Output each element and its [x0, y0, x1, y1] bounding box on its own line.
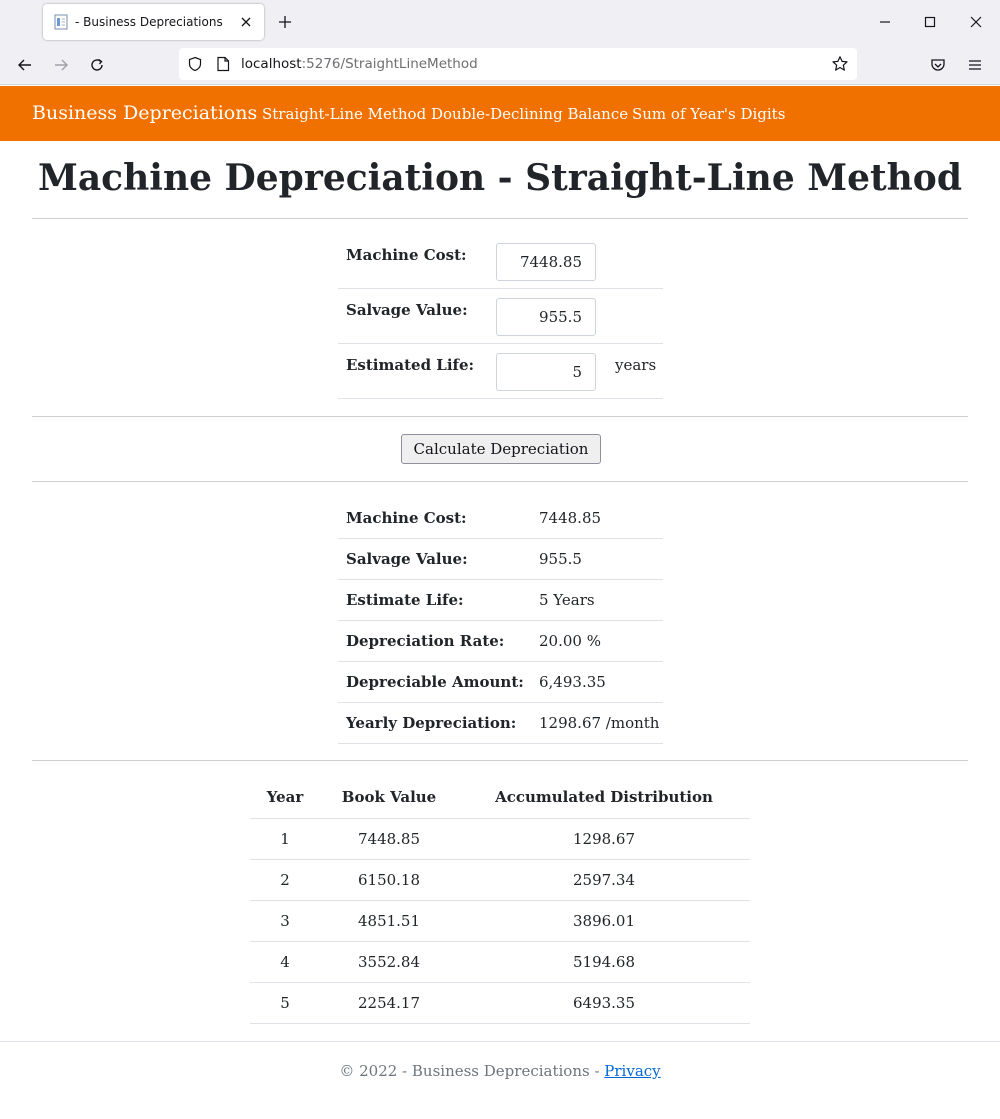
summary-row — [338, 498, 663, 539]
summary-value: 955.5 — [539, 550, 582, 568]
page-title: Machine Depreciation - Straight-Line Method — [38, 157, 962, 199]
summary-label: Depreciable Amount: — [346, 673, 524, 691]
nav-link-double-declining[interactable]: Double-Declining Balance — [431, 105, 629, 123]
salvage-value-label: Salvage Value: — [346, 301, 468, 319]
summary-label: Machine Cost: — [346, 509, 467, 527]
close-tab-icon[interactable] — [238, 14, 254, 30]
cell-year: 4 — [250, 941, 320, 982]
salvage-value-input[interactable] — [496, 298, 596, 336]
maximize-icon[interactable] — [921, 13, 939, 31]
summary-row — [338, 703, 663, 744]
calculate-depreciation-button[interactable]: Calculate Depreciation — [401, 434, 601, 464]
footer-divider — [0, 1041, 1000, 1042]
privacy-link[interactable]: Privacy — [604, 1062, 661, 1080]
nav-link-sum-of-years[interactable]: Sum of Year's Digits — [632, 105, 786, 123]
estimated-life-unit: years — [615, 356, 657, 374]
divider — [32, 481, 968, 482]
cell-accumulated: 5194.68 — [458, 941, 750, 982]
divider — [32, 218, 968, 219]
summary-value: 1298.67 /month — [539, 714, 660, 732]
cell-book-value: 4851.51 — [320, 900, 458, 941]
form-row-salvage-value — [338, 289, 663, 344]
footer-text: © 2022 - Business Depreciations - — [339, 1062, 605, 1080]
machine-cost-label: Machine Cost: — [346, 246, 467, 264]
cell-accumulated: 2597.34 — [458, 859, 750, 900]
pocket-icon[interactable] — [928, 55, 948, 75]
summary-row — [338, 580, 663, 621]
depreciation-schedule-table — [250, 777, 750, 1024]
url-text[interactable] — [241, 56, 478, 72]
column-header-book-value: Book Value — [320, 777, 458, 818]
column-header-year: Year — [250, 777, 320, 818]
cell-book-value: 3552.84 — [320, 941, 458, 982]
divider — [32, 760, 968, 761]
nav-link-straight-line[interactable]: Straight-Line Method — [262, 105, 427, 123]
page-info-icon[interactable] — [216, 56, 230, 76]
bookmark-star-icon[interactable] — [831, 55, 849, 77]
browser-chrome — [0, 0, 1000, 85]
app-navbar — [0, 86, 1000, 141]
summary-label: Salvage Value: — [346, 550, 468, 568]
estimated-life-label: Estimated Life: — [346, 356, 475, 374]
summary-label: Depreciation Rate: — [346, 632, 505, 650]
summary-row — [338, 662, 663, 703]
cell-year: 5 — [250, 982, 320, 1023]
tab-title: - Business Depreciations — [75, 15, 223, 29]
form-row-estimated-life — [338, 344, 663, 399]
cell-book-value: 6150.18 — [320, 859, 458, 900]
cell-book-value: 7448.85 — [320, 818, 458, 859]
cell-year: 3 — [250, 900, 320, 941]
page-icon — [53, 14, 69, 30]
menu-icon[interactable] — [965, 55, 985, 75]
cell-accumulated: 1298.67 — [458, 818, 750, 859]
browser-tab[interactable] — [43, 4, 264, 40]
cell-accumulated: 3896.01 — [458, 900, 750, 941]
brand-link[interactable]: Business Depreciations — [32, 102, 258, 124]
summary-value: 6,493.35 — [539, 673, 606, 691]
summary-row — [338, 539, 663, 580]
summary-label: Estimate Life: — [346, 591, 464, 609]
column-header-accumulated: Accumulated Distribution — [458, 777, 750, 818]
table-row — [250, 859, 750, 900]
table-row — [250, 818, 750, 859]
new-tab-icon[interactable] — [276, 13, 294, 31]
tab-strip — [0, 0, 1000, 44]
summary-value: 5 Years — [539, 591, 595, 609]
form-row-machine-cost — [338, 234, 663, 289]
table-header-row — [250, 777, 750, 818]
summary-table — [338, 498, 663, 744]
close-window-icon[interactable] — [967, 13, 985, 31]
url-path: :5276/StraightLineMethod — [301, 56, 478, 72]
summary-row — [338, 621, 663, 662]
table-row — [250, 941, 750, 982]
summary-value: 7448.85 — [539, 509, 602, 527]
shield-icon[interactable] — [187, 56, 203, 76]
summary-label: Yearly Depreciation: — [346, 714, 517, 732]
cell-accumulated: 6493.35 — [458, 982, 750, 1023]
table-row — [250, 982, 750, 1023]
summary-value: 20.00 % — [539, 632, 601, 650]
footer — [0, 1062, 1000, 1080]
url-bar[interactable] — [179, 48, 857, 80]
back-icon[interactable] — [15, 55, 35, 75]
minimize-icon[interactable] — [876, 13, 894, 31]
divider — [32, 416, 968, 417]
estimated-life-input[interactable] — [496, 353, 596, 391]
reload-icon[interactable] — [87, 55, 107, 75]
input-form — [338, 234, 663, 399]
table-row — [250, 900, 750, 941]
machine-cost-input[interactable] — [496, 243, 596, 281]
cell-book-value: 2254.17 — [320, 982, 458, 1023]
url-host: localhost — [241, 56, 302, 72]
cell-year: 1 — [250, 818, 320, 859]
forward-icon[interactable] — [51, 55, 71, 75]
cell-year: 2 — [250, 859, 320, 900]
